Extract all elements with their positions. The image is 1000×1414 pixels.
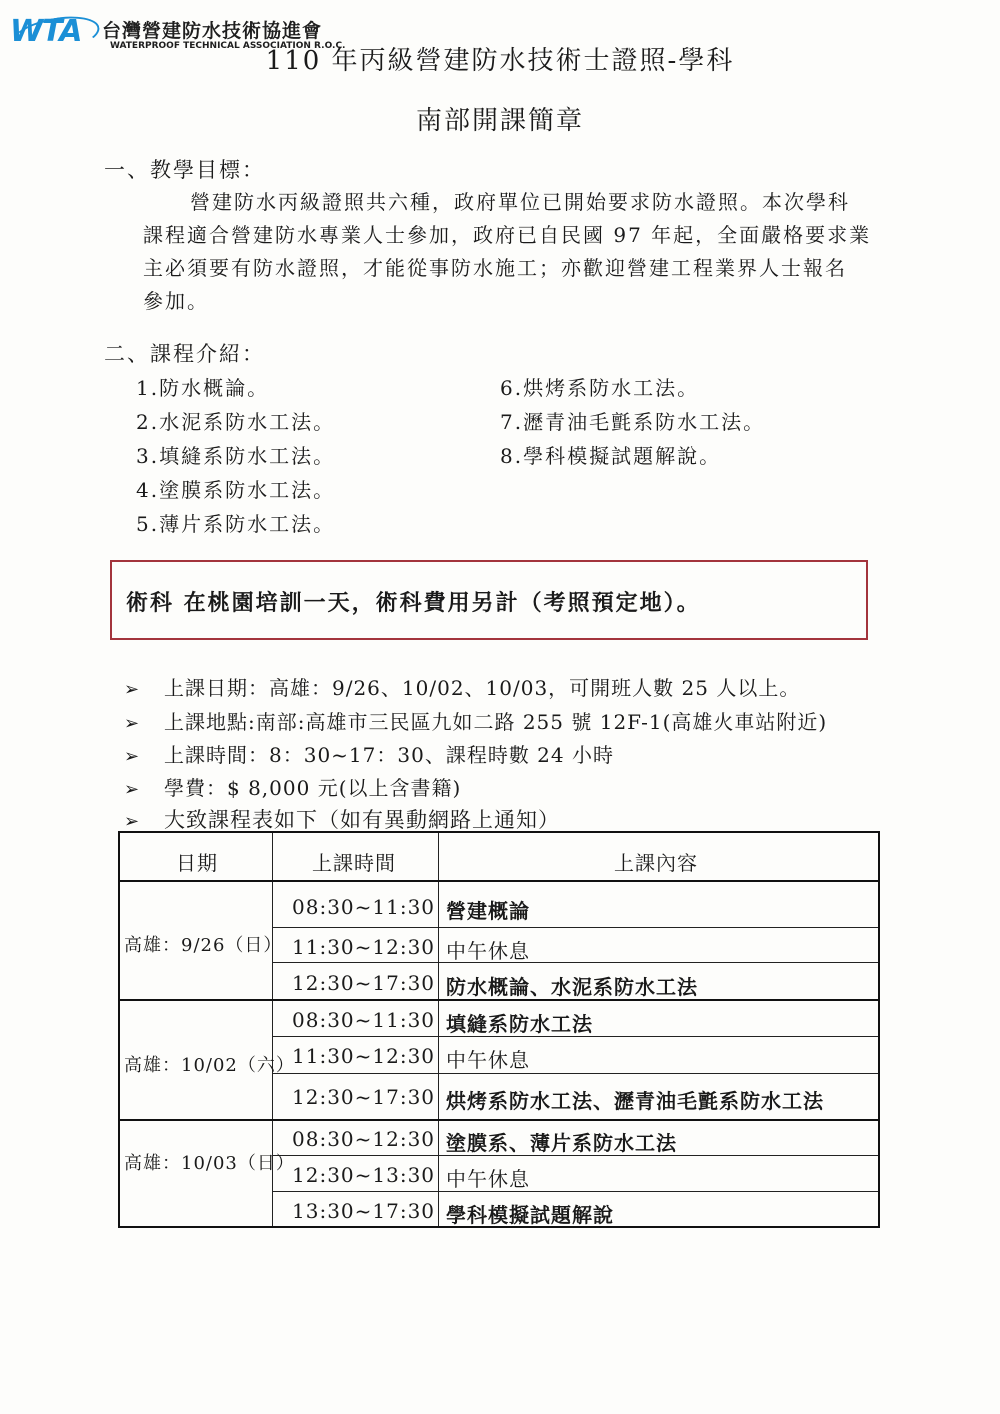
header-content: 上課內容	[614, 851, 698, 875]
content-cell: 防水概論、水泥系防水工法	[446, 975, 698, 999]
time-cell: 12:30~17:30	[292, 1085, 436, 1109]
time-cell: 08:30~12:30	[292, 1127, 436, 1151]
arrow-right-icon: ➢	[124, 713, 141, 734]
section1-line: 課程適合營建防水專業人士參加，政府已自民國 97 年起，全面嚴格要求業	[143, 223, 872, 247]
bullet-text: 大致課程表如下（如有異動網路上通知）	[164, 808, 560, 832]
course-item: 4.塗膜系防水工法。	[136, 478, 336, 502]
course-item: 7.瀝青油毛氈系防水工法。	[500, 410, 766, 434]
notice-box	[110, 560, 868, 640]
day-date: 高雄：9/26（日）	[124, 935, 283, 956]
content-cell: 填縫系防水工法	[446, 1012, 593, 1036]
course-item: 1.防水概論。	[136, 376, 270, 400]
arrow-right-icon: ➢	[124, 746, 141, 767]
bullet-text: 學費：$ 8,000 元(以上含書籍)	[164, 776, 462, 800]
time-cell: 12:30~17:30	[292, 971, 436, 995]
content-cell: 營建概論	[446, 899, 530, 923]
schedule-table	[118, 831, 880, 1228]
course-item: 3.填縫系防水工法。	[136, 444, 336, 468]
logo-mark: WTA	[10, 14, 82, 49]
bullet-text: 上課地點:南部:高雄市三民區九如二路 255 號 12F-1(高雄火車站附近)	[164, 710, 828, 734]
arrow-right-icon: ➢	[124, 811, 141, 832]
section1-heading: 一、教學目標：	[104, 158, 265, 182]
info-bullet	[124, 804, 560, 834]
time-cell: 08:30~11:30	[292, 1008, 436, 1032]
time-cell: 08:30~11:30	[292, 895, 436, 919]
content-cell: 中午休息	[446, 1048, 530, 1072]
document-title: 110 年丙級營建防水技術士證照-學科	[265, 46, 735, 76]
info-bullet	[124, 706, 827, 735]
time-cell: 11:30~12:30	[292, 1044, 436, 1068]
section1-line: 營建防水丙級證照共六種，政府單位已開始要求防水證照。本次學科	[190, 190, 850, 214]
content-cell: 學科模擬試題解說	[446, 1203, 614, 1227]
course-item: 8.學科模擬試題解說。	[500, 444, 722, 468]
course-item: 6.烘烤系防水工法。	[500, 376, 700, 400]
content-cell: 中午休息	[446, 1167, 530, 1191]
header-date: 日期	[176, 851, 218, 875]
day-date: 高雄：10/03（日）	[124, 1153, 295, 1174]
arrow-right-icon: ➢	[124, 679, 141, 700]
info-bullet	[124, 672, 800, 701]
logo-name-cn: 台灣營建防水技術協進會	[102, 20, 323, 42]
course-item: 5.薄片系防水工法。	[136, 512, 336, 536]
document-subtitle: 南部開課簡章	[415, 106, 584, 136]
course-item: 2.水泥系防水工法。	[136, 410, 336, 434]
time-cell: 13:30~17:30	[292, 1199, 436, 1223]
content-cell: 中午休息	[446, 939, 530, 963]
logo-name-en: WATERPROOF TECHNICAL ASSOCIATION R.O.C.	[110, 41, 346, 51]
bullet-text: 上課日期：高雄：9/26、10/02、10/03，可開班人數 25 人以上。	[164, 676, 801, 700]
notice-text: 術科 在桃園培訓一天，術科費用另計（考照預定地）。	[126, 590, 701, 616]
time-cell: 12:30~13:30	[292, 1163, 436, 1187]
day-date: 高雄：10/02（六）	[124, 1055, 295, 1076]
arrow-right-icon: ➢	[124, 779, 141, 800]
section2-heading: 二、課程介紹：	[104, 342, 265, 366]
bullet-text: 上課時間：8：30~17：30、課程時數 24 小時	[164, 743, 614, 767]
content-cell: 塗膜系、薄片系防水工法	[446, 1131, 677, 1155]
section1-line: 參加。	[143, 289, 209, 313]
content-cell: 烘烤系防水工法、瀝青油毛氈系防水工法	[446, 1089, 824, 1113]
info-bullet	[124, 772, 461, 801]
time-cell: 11:30~12:30	[292, 935, 436, 959]
header-time: 上課時間	[312, 851, 396, 875]
info-bullet	[124, 739, 614, 768]
section1-line: 主必須要有防水證照，才能從事防水施工；亦歡迎營建工程業界人士報名	[143, 256, 847, 280]
